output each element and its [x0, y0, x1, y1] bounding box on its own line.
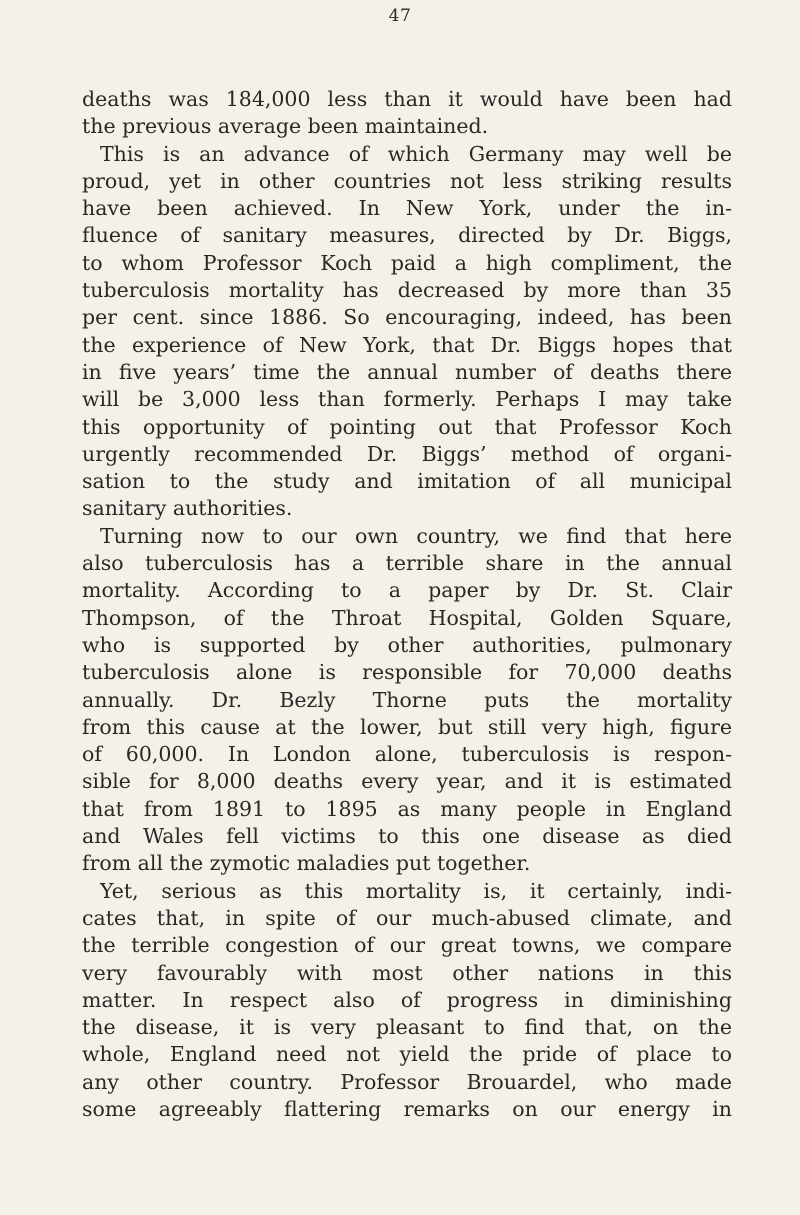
text-line: very favourably with most other nations in this	[82, 960, 732, 985]
text-line: the terrible congestion of our great towns, we compare	[82, 933, 732, 958]
text-line: tuberculosis alone is responsible for 70,000 deaths	[82, 660, 732, 685]
text-line: any other country. Professor Brouardel, who made	[82, 1069, 732, 1094]
text-line: some agreeably flattering remarks on our energy in	[82, 1096, 732, 1121]
text-line: Thompson, of the Throat Hospital, Golden Square,	[82, 605, 732, 630]
text-line: in five years’ time the annual number of deaths there	[82, 359, 732, 384]
text-line: the previous average been maintained.	[82, 114, 489, 139]
text-line: whole, England need not yield the pride of place to	[82, 1042, 732, 1067]
text-line: annually. Dr. Bezly Thorne puts the mortality	[82, 687, 732, 712]
text-line: deaths was 184,000 less than it would have been had	[82, 87, 732, 111]
text-line: sanitary authorities.	[82, 496, 293, 521]
text-line: of 60,000. In London alone, tuberculosis is respon-	[82, 742, 732, 767]
text-line: tuberculosis mortality has decreased by more than 35	[82, 278, 732, 303]
text-line: Turning now to our own country, we find that here	[100, 523, 732, 548]
text-line: the experience of New York, that Dr. Biggs hopes that	[82, 332, 732, 357]
text-line: fluence of sanitary measures, directed by Dr. Biggs,	[82, 223, 732, 248]
text-line: sation to the study and imitation of all municipal	[82, 469, 732, 494]
text-line: the disease, it is very pleasant to find that, on the	[82, 1015, 732, 1040]
text-line: and Wales fell victims to this one disease as died	[82, 824, 732, 849]
text-line: sible for 8,000 deaths every year, and it is estimated	[82, 769, 732, 794]
text-line: per cent. since 1886. So encouraging, indeed, has been	[82, 305, 732, 330]
text-line: urgently recommended Dr. Biggs’ method of organi-	[82, 441, 732, 466]
body-text	[82, 86, 732, 1123]
text-line: to whom Professor Koch paid a high compliment, the	[82, 250, 732, 275]
text-line: Yet, serious as this mortality is, it certainly, indi-	[100, 878, 732, 903]
text-line: from this cause at the lower, but still very high, figure	[82, 714, 732, 739]
text-line: matter. In respect also of progress in diminishing	[82, 987, 732, 1012]
text-line: This is an advance of which Germany may well be	[100, 141, 732, 166]
text-line: who is supported by other authorities, pulmonary	[82, 632, 732, 657]
text-line: cates that, in spite of our much-abused climate, and	[82, 905, 732, 930]
text-line: have been achieved. In New York, under the in-	[82, 196, 732, 221]
text-line: from all the zymotic maladies put together.	[82, 851, 531, 876]
text-line: will be 3,000 less than formerly. Perhaps I may take	[82, 387, 732, 412]
text-line: also tuberculosis has a terrible share in the annual	[82, 551, 732, 576]
text-line: this opportunity of pointing out that Professor Koch	[82, 414, 732, 439]
text-line: mortality. According to a paper by Dr. St. Clair	[82, 578, 732, 603]
text-line: that from 1891 to 1895 as many people in England	[82, 796, 732, 821]
text-line: proud, yet in other countries not less striking results	[82, 168, 732, 193]
page-number: 47	[388, 6, 412, 26]
